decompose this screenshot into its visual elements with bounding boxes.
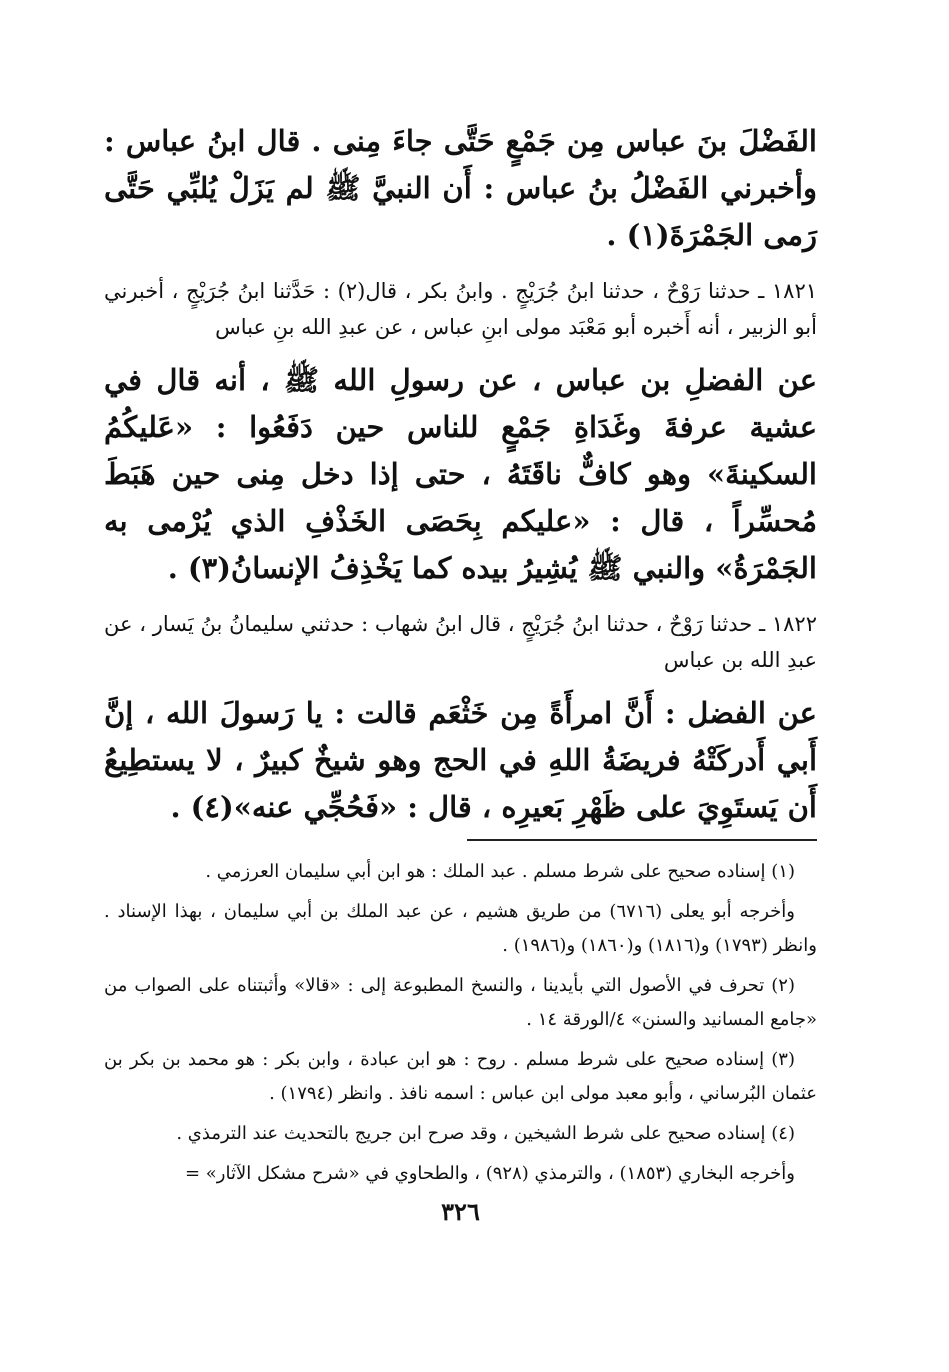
footnote-divider <box>467 839 817 841</box>
hadith-chain-1822: ١٨٢٢ ـ حدثنا رَوْحٌ ، حدثنا ابنُ جُرَيْجٍ ، قال ابنُ شهاب : حدثني سليمانُ بنُ يَسار ، عن عبدِ الله بن عباس <box>104 612 817 672</box>
hadith-chain-1821: ١٨٢١ ـ حدثنا رَوْحٌ ، حدثنا ابنُ جُرَيْجٍ . وابنُ بكر ، قال(٢) : حَدَّثنا ابنُ جُرَيْجٍ ، أخبرني أبو الزبير ، أنه أَخبره أبو مَعْبَد مولى ابنِ عباس ، عن عبدِ الله بنِ عباس <box>104 279 818 339</box>
footnote-4: (٤) إسناده صحيح على شرط الشيخين ، وقد صرح ابن جريج بالتحديث عند الترمذي . <box>176 1123 795 1144</box>
hadith-text-1821: عن الفضلِ بن عباس ، عن رسولِ الله ﷺ ، أنه قال في عشية عرفةَ وغَدَاةِ جَمْعٍ للناس حين دَفَعُوا : «عَليكُمُ السكينةَ» وهو كافٌّ ناقَتَهُ ، حتى إذا دخل مِنى حين هَبَطَ مُحسِّراً ، قال : «عليكم بِحَصَى الخَذْفِ الذي يُرْمى به الجَمْرَةُ» والنبي ﷺ يُشِيرُ بيده كما يَخْذِفُ الإنسانُ(٣) . <box>104 363 817 585</box>
page-number: ٣٢٦ <box>441 1197 480 1226</box>
hadith-text-1: الفَضْلَ بنَ عباس مِن جَمْعٍ حَتَّى جاءَ مِنى . قال ابنُ عباس : وأخبرني الفَضْلُ بنُ عباس : أَن النبيَّ ﷺ لم يَزَلْ يُلبِّي حَتَّى رَمى الجَمْرَةَ(١) . <box>104 124 817 252</box>
footnote-3: (٣) إسناده صحيح على شرط مسلم . روح : هو ابن عبادة ، وابن بكر : هو محمد بن بكر بن عثمان البُرساني ، وأبو معبد مولى ابن عباس : اسمه نافذ . وانظر (١٧٩٤) . <box>104 1049 817 1104</box>
footnote-4-continued: وأخرجه البخاري (١٨٥٣) ، والترمذي (٩٢٨) ، والطحاوي في «شرح مشكل الآثار» = <box>184 1163 795 1184</box>
footnotes <box>104 855 817 1191</box>
footnote-2: (٢) تحرف في الأصول التي بأيدينا ، والنسخ المطبوعة إلى : «قالا» وأثبتناه على الصواب من «جامع المسانيد والسنن» ٤/الورقة ١٤ . <box>104 975 817 1030</box>
footnote-1-continued: وأخرجه أبو يعلى (٦٧١٦) من طريق هشيم ، عن عبد الملك بن أبي سليمان ، بهذا الإسناد . وانظر (١٧٩٣) و(١٨١٦) و(١٨٦٠) و(١٩٨٦) . <box>104 901 817 956</box>
footnote-1: (١) إسناده صحيح على شرط مسلم . عبد الملك : هو ابن أبي سليمان العرزمي . <box>205 861 795 882</box>
hadith-text-1822: عن الفضل : أَنَّ امرأَةً مِن خَثْعَم قالت : يا رَسولَ الله ، إنَّ أَبي أَدركَتْهُ فريضَةُ اللهِ في الحج وهو شيخٌ كبيرٌ ، لا يستطِيعُ أَن يَستَوِيَ على ظَهْرِ بَعيرِه ، قال : «فَحُجِّي عنه»(٤) . <box>104 696 817 824</box>
